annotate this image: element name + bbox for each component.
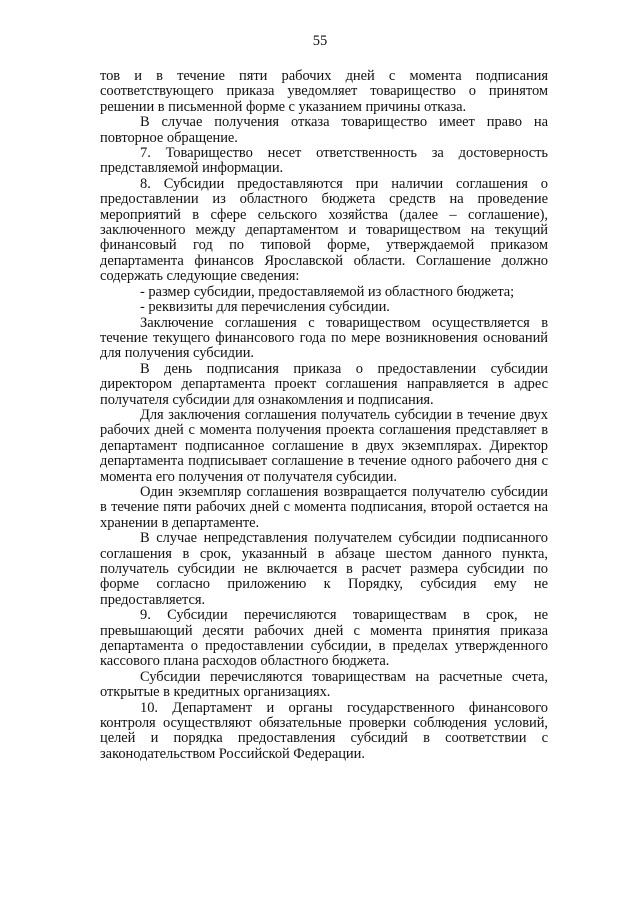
paragraph-item-7: 7. Товарищество несет ответственность за достоверность представляемой информации. <box>100 145 548 177</box>
paragraph-continuation: тов и в течение пяти рабочих дней с момента подписания соответствующего приказа уведомляет товарищество о принятом решении в письменной форме с указанием причины отказа. <box>100 68 548 115</box>
paragraph-transfer-accounts: Субсидии перечисляются товариществам на расчетные счета, открытые в кредитных организациях. <box>100 668 548 701</box>
paragraph-item-10: 10. Департамент и органы государственного финансового контроля осуществляют обязательные проверки соблюдения условий, целей и порядка предоставления субсидий в соответствии с законодательством Российской Федерации. <box>100 699 548 762</box>
paragraph-copy-return: Один экземпляр соглашения возвращается получателю субсидии в течение пяти рабочих дней с момента подписания, второй остается на хранении в департаменте. <box>100 483 548 531</box>
list-item-subsidy-details: - реквизиты для перечисления субсидии. <box>140 299 390 316</box>
paragraph-non-submission: В случае непредставления получателем субсидии подписанного соглашения в срок, указанный в абзаце шестом данного пункта, получатель субсидии не включается в расчет размера субсидии по форме согласно приложению к Порядку, субсидия ему не предоставляется. <box>100 530 548 608</box>
paragraph-signing-procedure: Для заключения соглашения получатель субсидии в течение двух рабочих дней с момента получения проекта соглашения представляет в департамент подписанное соглашение в двух экземплярах. Директор департамента подписывает соглашение в течение одного рабочего дня с момента его получения от получателя субсидии. <box>100 406 548 485</box>
page-number: 55 <box>312 33 328 49</box>
document-body <box>100 69 548 762</box>
paragraph-item-9: 9. Субсидии перечисляются товариществам в срок, не превышающий десяти рабочих дней с момента принятия приказа департамента о предоставлении субсидии, в пределах утвержденного кассового плана расходов областного бюджета. <box>100 607 548 670</box>
paragraph-item-8: 8. Субсидии предоставляются при наличии соглашения о предоставлении из областного бюджета средств на проведение мероприятий в сфере сельского хозяйства (далее – соглашение), заключенного между департаментом и товариществом на текущий финансовый год по типовой форме, утверждаемой приказом департамента финансов Ярославской области. Соглашение должно содержать следующие сведения: <box>100 175 548 285</box>
paragraph-refusal-reapply: В случае получения отказа товарищество имеет право на повторное обращение. <box>100 114 548 146</box>
list-item-subsidy-amount: - размер субсидии, предоставляемой из областного бюджета; <box>140 283 515 300</box>
paragraph-agreement-conclusion: Заключение соглашения с товариществом осуществляется в течение текущего финансового года по мере возникновения оснований для получения субсидии. <box>100 314 548 362</box>
paragraph-signing-day: В день подписания приказа о предоставлении субсидии директором департамента проект соглашения направляется в адрес получателя субсидии для ознакомления и подписания. <box>100 360 548 408</box>
